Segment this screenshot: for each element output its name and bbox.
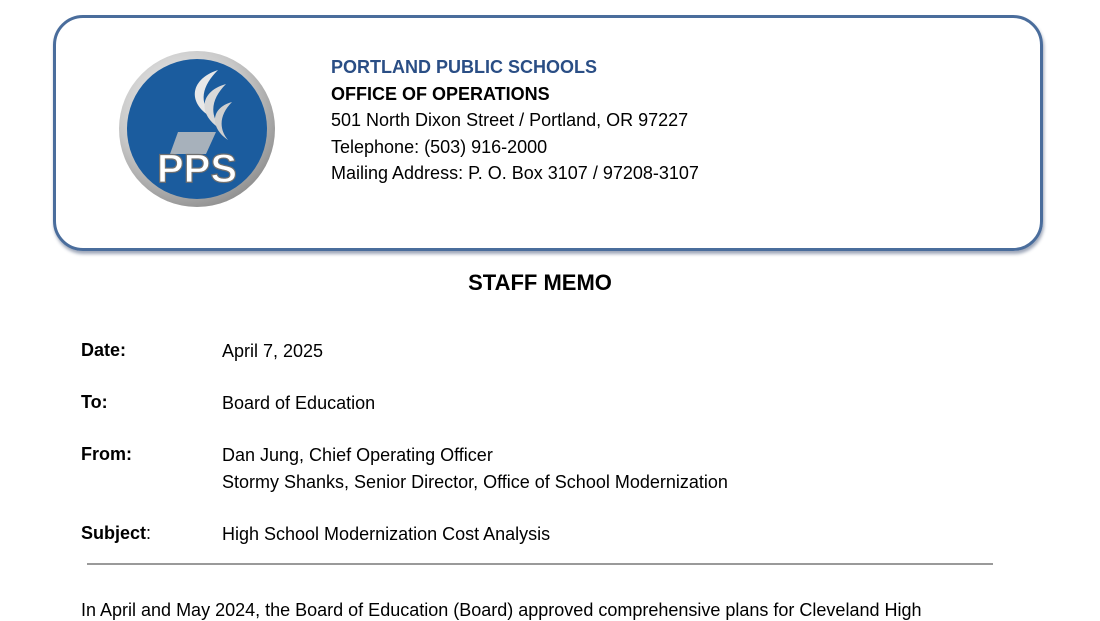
mailing-address: Mailing Address: P. O. Box 3107 / 97208-3107 [331, 163, 699, 183]
from-line-2: Stormy Shanks, Senior Director, Office of School Modernization [222, 471, 728, 492]
to-label: To: [81, 392, 108, 412]
subject-label [81, 523, 151, 544]
subject-colon: : [146, 523, 152, 543]
pps-logo [118, 50, 276, 208]
logo-lettering: PPS [156, 147, 238, 191]
letterhead-contact-block [331, 54, 699, 187]
subject-label-text: Subject [81, 523, 147, 543]
to-value: Board of Education [222, 393, 376, 413]
from-label: From: [81, 444, 132, 464]
org-name: PORTLAND PUBLIC SCHOOLS [331, 57, 598, 77]
header-divider [87, 563, 993, 565]
street-address: 501 North Dixon Street / Portland, OR 97227 [331, 110, 689, 130]
date-value: April 7, 2025 [222, 341, 324, 361]
date-label: Date: [81, 340, 127, 360]
from-value [222, 442, 728, 495]
subject-value: High School Modernization Cost Analysis [222, 524, 551, 544]
memo-body-first-line: In April and May 2024, the Board of Education (Board) approved comprehensive plans for Cleveland High [81, 600, 922, 620]
office-name: OFFICE OF OPERATIONS [331, 83, 550, 104]
memo-title: STAFF MEMO [468, 270, 612, 295]
from-line-1: Dan Jung, Chief Operating Officer [222, 445, 493, 465]
telephone: Telephone: (503) 916-2000 [331, 136, 548, 157]
